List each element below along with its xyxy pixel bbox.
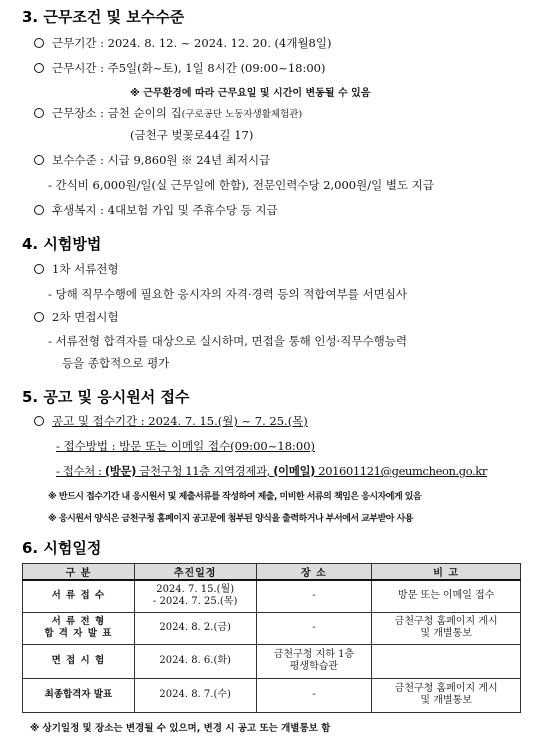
application-note-1: ※ 반드시 접수기간 내 응시원서 및 제출서류를 작성하여 제출, 미비한 서류의 책임은 응시자에게 있음 <box>48 492 422 502</box>
exam-step-2-text: 2차 면접시험 <box>52 310 119 324</box>
exam-step-2-desc: - 서류전형 합격자를 대상으로 실시하며, 면접을 통해 인성·직무수행능력 <box>48 334 407 348</box>
row-date: 2024. 8. 7.(수) <box>134 678 256 712</box>
application-place-prefix: - 접수처 : <box>56 464 105 478</box>
application-period-text: 공고 및 접수기간 : 2024. 7. 15.(월) ~ 7. 25.(목) <box>52 414 308 428</box>
schedule-table <box>22 563 521 713</box>
work-place-address: (금천구 벚꽃로44길 17) <box>130 128 254 142</box>
application-place-office: 금천구청 11층 지역경제과, <box>136 464 274 478</box>
table-row <box>23 644 521 678</box>
exam-step-2-desc-cont: 등을 종합적으로 평가 <box>62 356 170 370</box>
col-header-schedule: 추진일정 <box>134 564 256 581</box>
circle-bullet-icon <box>34 38 44 48</box>
row-place: - <box>256 580 372 612</box>
row-label: 최종합격자 발표 <box>23 678 135 712</box>
section-3-heading: 3. 근무조건 및 보수수준 <box>22 8 185 26</box>
col-header-category: 구 분 <box>23 564 135 581</box>
work-hours <box>34 61 325 75</box>
email-tag: (이메일) <box>273 464 316 478</box>
application-place-line <box>56 464 487 478</box>
circle-bullet-icon <box>34 264 44 274</box>
application-note-2: ※ 응시원서 양식은 금천구청 홈페이지 공고문에 첨부된 양식을 출력하거나 부서에서 교부받아 사용 <box>48 514 413 524</box>
work-place-sub: (구로공단 노동자생활체험관) <box>181 109 303 120</box>
row-label-line: 서 류 전 형 <box>51 616 106 627</box>
section-5-heading: 5. 공고 및 응시원서 접수 <box>22 388 190 406</box>
row-date: 2024. 8. 6.(화) <box>134 644 256 678</box>
row-note: 방문 또는 이메일 접수 <box>372 580 521 612</box>
row-label: 면 접 시 험 <box>23 644 135 678</box>
row-date: 2024. 8. 2.(금) <box>134 612 256 644</box>
col-header-note: 비 고 <box>372 564 521 581</box>
schedule-header-row <box>23 564 521 581</box>
welfare-text: 후생복지 : 4대보험 가입 및 주휴수당 등 지급 <box>52 203 278 217</box>
row-label-line: 합 격 자 발 표 <box>44 628 113 639</box>
welfare <box>34 203 278 217</box>
table-row <box>23 580 521 612</box>
row-note-line: 및 개별통보 <box>420 695 472 706</box>
application-place <box>56 464 487 478</box>
row-place: - <box>256 612 372 644</box>
circle-bullet-icon <box>34 312 44 322</box>
work-place-text: 근무장소 : 금천 순이의 집 <box>52 106 182 120</box>
work-period <box>34 36 331 50</box>
row-place-line: 금천구청 지하 1층 <box>273 649 355 660</box>
row-date <box>134 580 256 612</box>
row-note <box>372 678 521 712</box>
visit-tag: (방문) <box>104 464 136 478</box>
row-date-line: - 2024. 7. 25.(목) <box>152 596 238 608</box>
circle-bullet-icon <box>34 63 44 73</box>
application-method-text: - 접수방법 : 방문 또는 이메일 접수(09:00~18:00) <box>56 439 315 453</box>
exam-step-1 <box>34 262 119 276</box>
row-place-line: 평생학습관 <box>289 661 339 672</box>
pay-extra: - 간식비 6,000원/일(실 근무일에 한함), 전문인력수당 2,000원/일 별도 지급 <box>48 178 434 192</box>
col-header-place: 장 소 <box>256 564 372 581</box>
row-note-line: 금천구청 홈페이지 게시 <box>394 683 498 694</box>
schedule-footnote: ※ 상기일정 및 장소는 변경될 수 있으며, 변경 시 공고 또는 개별통보 함 <box>30 723 331 734</box>
exam-step-1-text: 1차 서류전형 <box>52 262 119 276</box>
row-date-line: 2024. 7. 15.(월) <box>156 584 235 596</box>
circle-bullet-icon <box>34 205 44 215</box>
section-6-heading: 6. 시험일정 <box>22 539 102 557</box>
row-note-line: 금천구청 홈페이지 게시 <box>394 616 498 627</box>
row-note-line: 및 개별통보 <box>420 628 472 639</box>
work-period-text: 근무기간 : 2024. 8. 12. ~ 2024. 12. 20. (4개월8일) <box>52 36 332 50</box>
table-row <box>23 678 521 712</box>
circle-bullet-icon <box>34 108 44 118</box>
row-label: 서 류 접 수 <box>23 580 135 612</box>
circle-bullet-icon <box>34 155 44 165</box>
row-place <box>256 644 372 678</box>
application-method <box>56 439 315 453</box>
row-place: - <box>256 678 372 712</box>
exam-step-1-desc: - 당해 직무수행에 필요한 응시자의 자격·경력 등의 적합여부를 서면심사 <box>48 287 407 301</box>
row-label <box>23 612 135 644</box>
table-row <box>23 612 521 644</box>
work-place <box>34 106 302 122</box>
application-period <box>34 414 308 428</box>
work-hours-note: ※ 근무환경에 따라 근무요일 및 시간이 변동될 수 있음 <box>130 88 371 99</box>
row-note <box>372 644 521 678</box>
section-4-heading: 4. 시험방법 <box>22 235 102 253</box>
work-hours-text: 근무시간 : 주5일(화~토), 1일 8시간 (09:00~18:00) <box>52 61 326 75</box>
row-note <box>372 612 521 644</box>
application-email-address: 201601121@geumcheon.go.kr <box>315 464 487 478</box>
exam-step-2 <box>34 310 119 324</box>
pay-level <box>34 153 270 167</box>
circle-bullet-icon <box>34 416 44 426</box>
pay-level-text: 보수수준 : 시급 9,860원 ※ 24년 최저시급 <box>52 153 271 167</box>
